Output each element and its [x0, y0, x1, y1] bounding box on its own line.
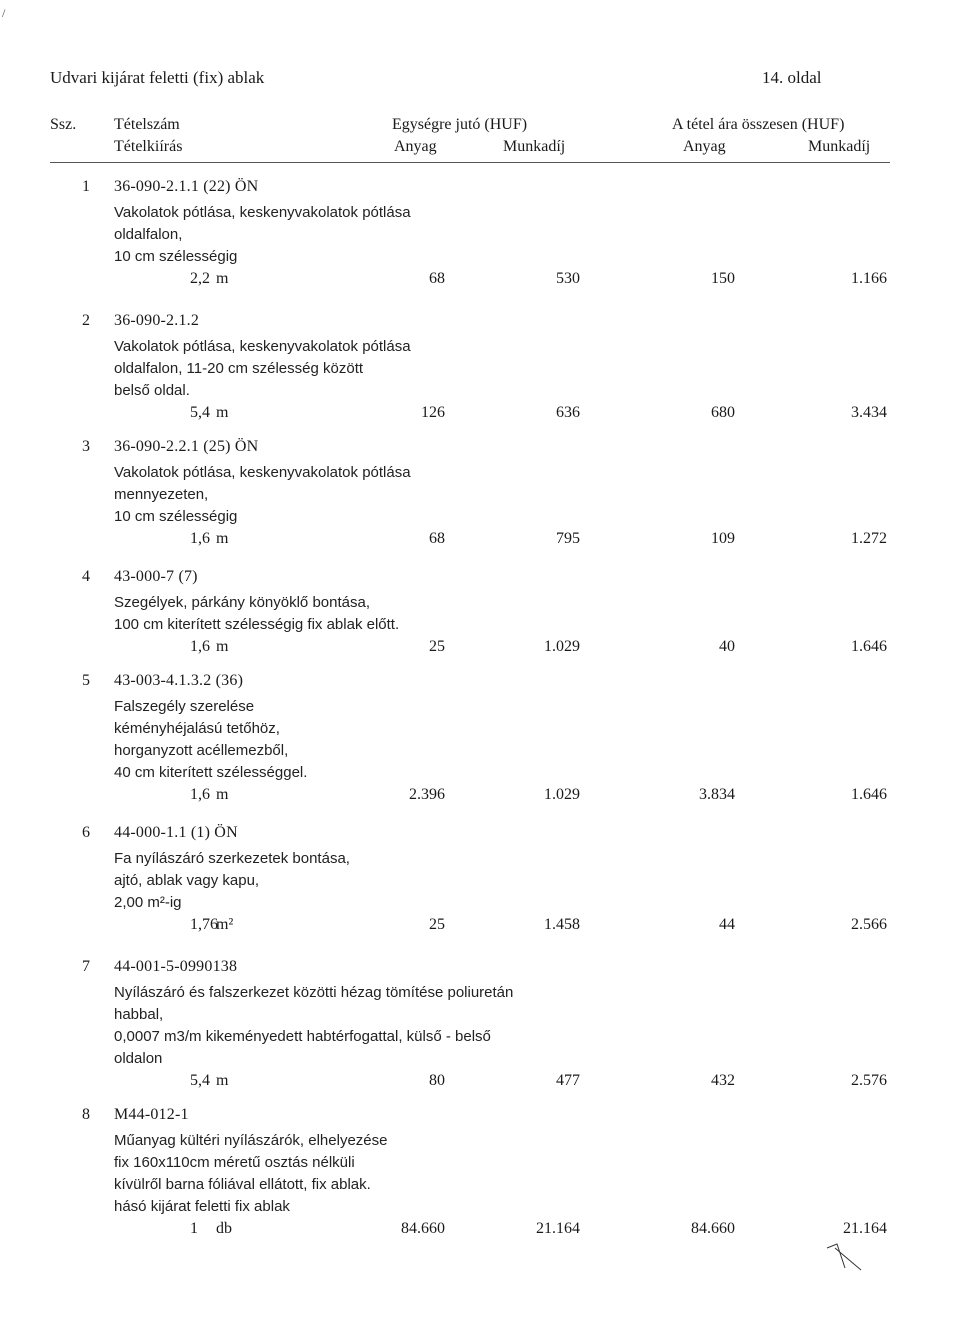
anyag-osszesen: 44 [719, 916, 735, 933]
item-code: 36-090-2.2.1 (25) ÖN [114, 438, 259, 455]
munkadij-egysegar: 477 [556, 1072, 580, 1089]
description-line: Falszegély szerelése [114, 698, 255, 715]
anyag-egysegar: 84.660 [401, 1220, 445, 1237]
anyag-osszesen: 84.660 [691, 1220, 735, 1237]
scan-mark: / [2, 6, 6, 20]
description-line: habbal, [114, 1006, 164, 1023]
item-unit: m [216, 530, 229, 547]
item-unit: db [216, 1220, 232, 1237]
description-line: Vakolatok pótlása, keskenyvakolatok pótlása [114, 338, 411, 355]
item-quantity: 1,6 [190, 530, 210, 547]
description-line: Nyílászáró és falszerkezet közötti hézag tömítése poliuretán [114, 984, 514, 1001]
col-ssz: Ssz. [50, 116, 77, 133]
munkadij-osszesen: 1.646 [851, 786, 887, 803]
item-code: 44-001-5-0990138 [114, 958, 238, 975]
description-line: Vakolatok pótlása, keskenyvakolatok pótlása [114, 464, 411, 481]
item-description [114, 202, 411, 268]
item-quantity: 1,6 [190, 786, 210, 803]
anyag-osszesen: 3.834 [699, 786, 735, 803]
item-unit: m [216, 786, 229, 803]
item-number: 6 [82, 824, 90, 841]
col-munkadij-ossz: Munkadíj [808, 138, 871, 155]
item-description [114, 1130, 387, 1218]
anyag-egysegar: 25 [429, 638, 445, 655]
anyag-egysegar: 80 [429, 1072, 445, 1089]
description-line: belső oldal. [114, 382, 190, 399]
description-line: Vakolatok pótlása, keskenyvakolatok pótlása [114, 204, 411, 221]
anyag-egysegar: 25 [429, 916, 445, 933]
col-tetelkiiras: Tételkiírás [114, 138, 183, 155]
anyag-egysegar: 68 [429, 530, 445, 547]
description-line: Fa nyílászáró szerkezetek bontása, [114, 850, 350, 867]
page-number: 14. oldal [762, 68, 822, 87]
item-unit: m [216, 404, 229, 421]
item-number: 5 [82, 672, 90, 689]
munkadij-egysegar: 1.029 [544, 786, 580, 803]
description-line: oldalfalon, 11-20 cm szélesség között [114, 360, 364, 377]
description-line: hásó kijárat feletti fix ablak [114, 1198, 290, 1215]
anyag-egysegar: 126 [421, 404, 445, 421]
munkadij-osszesen: 2.576 [851, 1072, 887, 1089]
col-munkadij-egys: Munkadíj [503, 138, 566, 155]
item-quantity: 1,76 [190, 916, 218, 933]
item-number: 4 [82, 568, 90, 585]
munkadij-osszesen: 2.566 [851, 916, 887, 933]
description-line: oldalfalon, [114, 226, 183, 243]
col-anyag-egys: Anyag [394, 138, 437, 155]
col-anyag-ossz: Anyag [683, 138, 726, 155]
description-line: Szegélyek, párkány könyöklő bontása, [114, 594, 370, 611]
item-number: 8 [82, 1106, 90, 1123]
munkadij-osszesen: 1.272 [851, 530, 887, 547]
anyag-osszesen: 680 [711, 404, 735, 421]
description-line: mennyezeten, [114, 486, 209, 503]
item-description [114, 462, 411, 528]
item-number: 3 [82, 438, 90, 455]
item-number: 1 [82, 178, 90, 195]
munkadij-osszesen: 1.166 [851, 270, 887, 287]
description-line: kívülről barna fóliával ellátott, fix ablak. [114, 1176, 371, 1193]
munkadij-osszesen: 21.164 [843, 1220, 887, 1237]
anyag-osszesen: 150 [711, 270, 735, 287]
item-description [114, 848, 350, 914]
col-osszesen: A tétel ára összesen (HUF) [672, 116, 845, 133]
description-line: 2,00 m²-ig [114, 894, 182, 911]
item-quantity: 2,2 [190, 270, 210, 287]
munkadij-egysegar: 636 [556, 404, 580, 421]
munkadij-osszesen: 1.646 [851, 638, 887, 655]
item-code: 43-003-4.1.3.2 (36) [114, 672, 244, 689]
description-line: fix 160x110cm méretű osztás nélküli [114, 1154, 355, 1171]
munkadij-egysegar: 1.458 [544, 916, 580, 933]
description-line: 10 cm szélességig [114, 248, 238, 265]
item-number: 7 [82, 958, 90, 975]
pen-mark [825, 1242, 865, 1272]
anyag-osszesen: 432 [711, 1072, 735, 1089]
item-quantity: 5,4 [190, 1072, 210, 1089]
item-unit: m [216, 638, 229, 655]
description-line: oldalon [114, 1050, 163, 1067]
description-line: 0,0007 m3/m kikeményedett habtérfogattal, külső - belső [114, 1028, 491, 1045]
description-line: Műanyag kültéri nyílászárók, elhelyezése [114, 1132, 388, 1149]
item-number: 2 [82, 312, 90, 329]
description-line: ajtó, ablak vagy kapu, [114, 872, 260, 889]
description-line: 10 cm szélességig [114, 508, 238, 525]
item-unit: m [216, 270, 229, 287]
anyag-egysegar: 2.396 [409, 786, 445, 803]
munkadij-egysegar: 21.164 [536, 1220, 580, 1237]
item-code: 44-000-1.1 (1) ÖN [114, 824, 238, 841]
description-line: horganyzott acéllemezből, [114, 742, 289, 759]
document-title: Udvari kijárat feletti (fix) ablak [50, 68, 265, 87]
anyag-egysegar: 68 [429, 270, 445, 287]
item-quantity: 1 [190, 1220, 198, 1237]
munkadij-egysegar: 530 [556, 270, 580, 287]
description-line: kéményhéjalású tetőhöz, [114, 720, 280, 737]
item-description [114, 982, 513, 1070]
munkadij-osszesen: 3.434 [851, 404, 887, 421]
anyag-osszesen: 109 [711, 530, 735, 547]
item-unit: m² [216, 916, 234, 933]
item-quantity: 1,6 [190, 638, 210, 655]
item-code: 36-090-2.1.2 [114, 312, 200, 329]
munkadij-egysegar: 1.029 [544, 638, 580, 655]
description-line: 100 cm kiterített szélességig fix ablak előtt. [114, 616, 400, 633]
item-unit: m [216, 1072, 229, 1089]
col-tetelszam: Tételszám [114, 116, 180, 133]
description-line: 40 cm kiterített szélességgel. [114, 764, 308, 781]
header-rule [50, 162, 890, 163]
anyag-osszesen: 40 [719, 638, 735, 655]
item-code: 43-000-7 (7) [114, 568, 198, 585]
col-egysegre: Egységre jutó (HUF) [392, 116, 528, 133]
item-quantity: 5,4 [190, 404, 210, 421]
item-description [114, 696, 307, 784]
item-code: M44-012-1 [114, 1106, 189, 1123]
item-description [114, 592, 399, 636]
item-description [114, 336, 411, 402]
munkadij-egysegar: 795 [556, 530, 580, 547]
item-code: 36-090-2.1.1 (22) ÖN [114, 178, 259, 195]
